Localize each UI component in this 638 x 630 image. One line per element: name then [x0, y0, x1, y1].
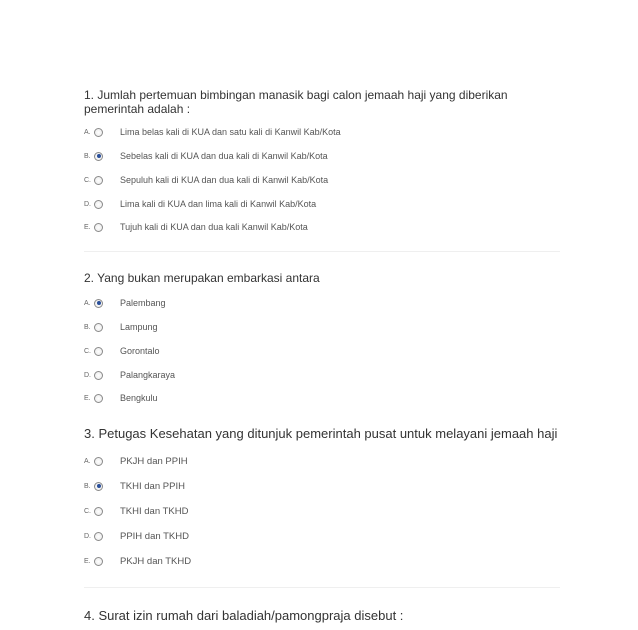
option-d[interactable] [84, 196, 316, 212]
option-text: Gorontalo [120, 346, 160, 356]
option-text: PKJH dan PPIH [120, 455, 188, 467]
option-text: Bengkulu [120, 393, 158, 403]
question-title: 3. Petugas Kesehatan yang ditunjuk pemerintah pusat untuk melayani jemaah haji [84, 426, 558, 441]
option-letter: D. [84, 200, 91, 208]
option-c[interactable] [84, 343, 160, 359]
radio-button[interactable] [94, 128, 103, 137]
option-letter: B. [84, 323, 91, 331]
option-text: Sebelas kali di KUA dan dua kali di Kanwil Kab/Kota [120, 151, 328, 161]
option-letter: E. [84, 557, 91, 565]
option-letter: B. [84, 482, 91, 490]
option-text: Lampung [120, 322, 158, 332]
option-e[interactable] [84, 219, 308, 235]
question-title: 4. Surat izin rumah dari baladiah/pamongpraja disebut : [84, 608, 404, 623]
option-text: PPIH dan TKHD [120, 530, 189, 542]
option-b[interactable] [84, 319, 158, 335]
question-4 [84, 609, 564, 623]
option-d[interactable] [84, 528, 189, 544]
radio-button[interactable] [94, 347, 103, 356]
option-text: PKJH dan TKHD [120, 555, 192, 567]
option-text: Lima kali di KUA dan lima kali di Kanwil Kab/Kota [120, 199, 317, 209]
radio-button[interactable] [94, 482, 103, 491]
option-e[interactable] [84, 390, 158, 406]
option-letter: A. [84, 299, 91, 307]
radio-button[interactable] [94, 371, 103, 380]
option-c[interactable] [84, 503, 188, 519]
radio-button[interactable] [94, 176, 103, 185]
radio-button[interactable] [94, 299, 103, 308]
option-letter: D. [84, 371, 91, 379]
radio-button[interactable] [94, 507, 103, 516]
question-3 [84, 426, 564, 567]
radio-button[interactable] [94, 152, 103, 161]
option-a[interactable] [84, 124, 341, 140]
option-a[interactable] [84, 453, 188, 469]
question-1 [84, 88, 564, 232]
divider [84, 251, 560, 252]
radio-button[interactable] [94, 557, 103, 566]
radio-button[interactable] [94, 223, 103, 232]
option-letter: A. [84, 128, 91, 136]
question-2 [84, 271, 564, 403]
option-d[interactable] [84, 367, 175, 383]
option-text: Palangkaraya [120, 370, 176, 380]
option-letter: C. [84, 347, 91, 355]
option-text: Palembang [120, 298, 166, 308]
option-text: Tujuh kali di KUA dan dua kali Kanwil Kab/Kota [120, 222, 308, 232]
option-text: Sepuluh kali di KUA dan dua kali di Kanwil Kab/Kota [120, 175, 329, 185]
option-letter: B. [84, 152, 91, 160]
divider [84, 587, 560, 588]
option-e[interactable] [84, 553, 191, 569]
option-letter: E. [84, 223, 91, 231]
radio-button[interactable] [94, 457, 103, 466]
option-text: TKHI dan TKHD [120, 505, 189, 517]
option-b[interactable] [84, 148, 328, 164]
option-letter: C. [84, 507, 91, 515]
option-text: TKHI dan PPIH [120, 480, 185, 492]
option-text: Lima belas kali di KUA dan satu kali di Kanwil Kab/Kota [120, 127, 341, 137]
option-b[interactable] [84, 478, 185, 494]
option-letter: A. [84, 457, 91, 465]
question-title: 2. Yang bukan merupakan embarkasi antara [84, 271, 320, 285]
radio-button[interactable] [94, 532, 103, 541]
radio-button[interactable] [94, 394, 103, 403]
radio-button[interactable] [94, 323, 103, 332]
option-a[interactable] [84, 295, 166, 311]
question-title: 1. Jumlah pertemuan bimbingan manasik bagi calon jemaah haji yang diberikan pemerintah adalah : [84, 88, 508, 116]
option-letter: E. [84, 394, 91, 402]
option-letter: D. [84, 532, 91, 540]
option-letter: C. [84, 176, 91, 184]
radio-button[interactable] [94, 200, 103, 209]
option-c[interactable] [84, 172, 328, 188]
